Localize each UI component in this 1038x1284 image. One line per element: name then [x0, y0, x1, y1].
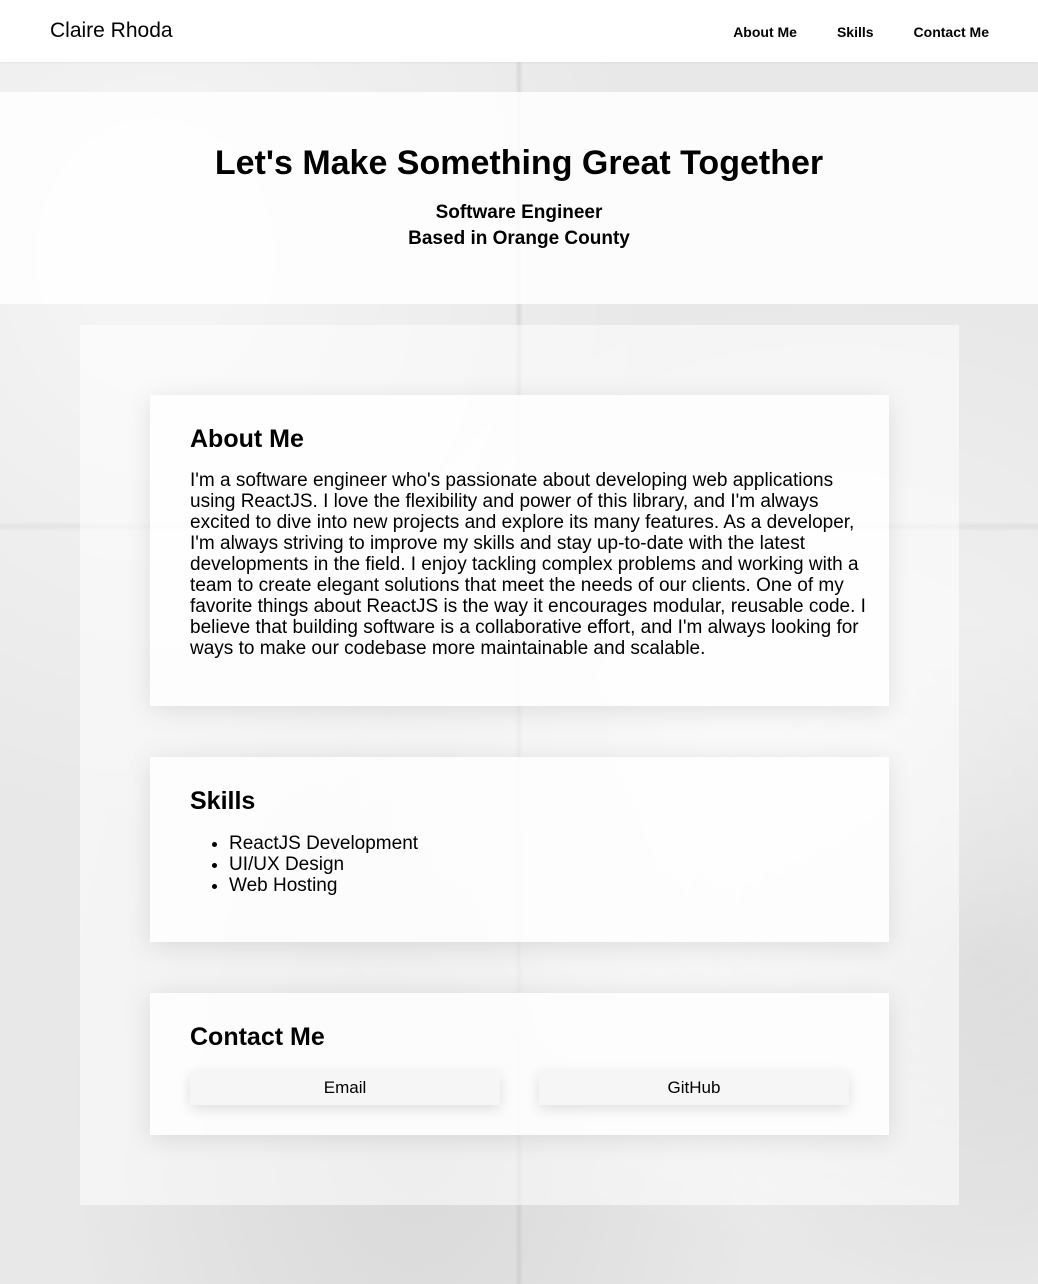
github-button[interactable]: GitHub	[539, 1071, 849, 1105]
hero-banner	[0, 92, 1038, 304]
navbar	[0, 0, 1038, 62]
skill-item: • Web Hosting	[229, 875, 418, 896]
skill-item: • ReactJS Development	[229, 833, 418, 854]
hero-headline: Let's Make Something Great Together	[214, 144, 824, 182]
contact-me-section	[150, 993, 889, 1135]
skills-section	[150, 757, 889, 942]
nav-link-contact-me[interactable]: Contact Me	[913, 24, 989, 40]
skills-heading: Skills	[190, 787, 256, 815]
hero-role: Software Engineer	[435, 202, 603, 223]
email-button[interactable]: Email	[190, 1071, 500, 1105]
nav-link-skills[interactable]: Skills	[836, 24, 874, 40]
skill-item: • UI/UX Design	[229, 854, 418, 875]
nav-link-about-me[interactable]: About Me	[733, 24, 797, 40]
contact-me-heading: Contact Me	[190, 1023, 325, 1051]
nav-links	[733, 24, 989, 40]
skills-list	[190, 833, 418, 896]
about-me-heading: About Me	[190, 425, 304, 453]
about-me-section	[150, 395, 889, 706]
hero-location: Based in Orange County	[408, 228, 630, 249]
site-brand[interactable]: Claire Rhoda	[50, 19, 173, 42]
about-me-text: I'm a software engineer who's passionate about developing web applications using ReactJS. I love the flexibility and power of this library, and I'm always excited to dive into new projects and explore its many features. As a developer, I'm always striving to improve my skills and stay up-to-date with the latest developments in the field. I enjoy tackling complex problems and working with a team to create elegant solutions that meet the needs of our clients. One of my favorite things about ReactJS is the way it encourages modular, reusable code. I believe that building software is a collaborative effort, and I'm always looking for ways to make our codebase more maintainable and scalable.	[190, 470, 866, 659]
